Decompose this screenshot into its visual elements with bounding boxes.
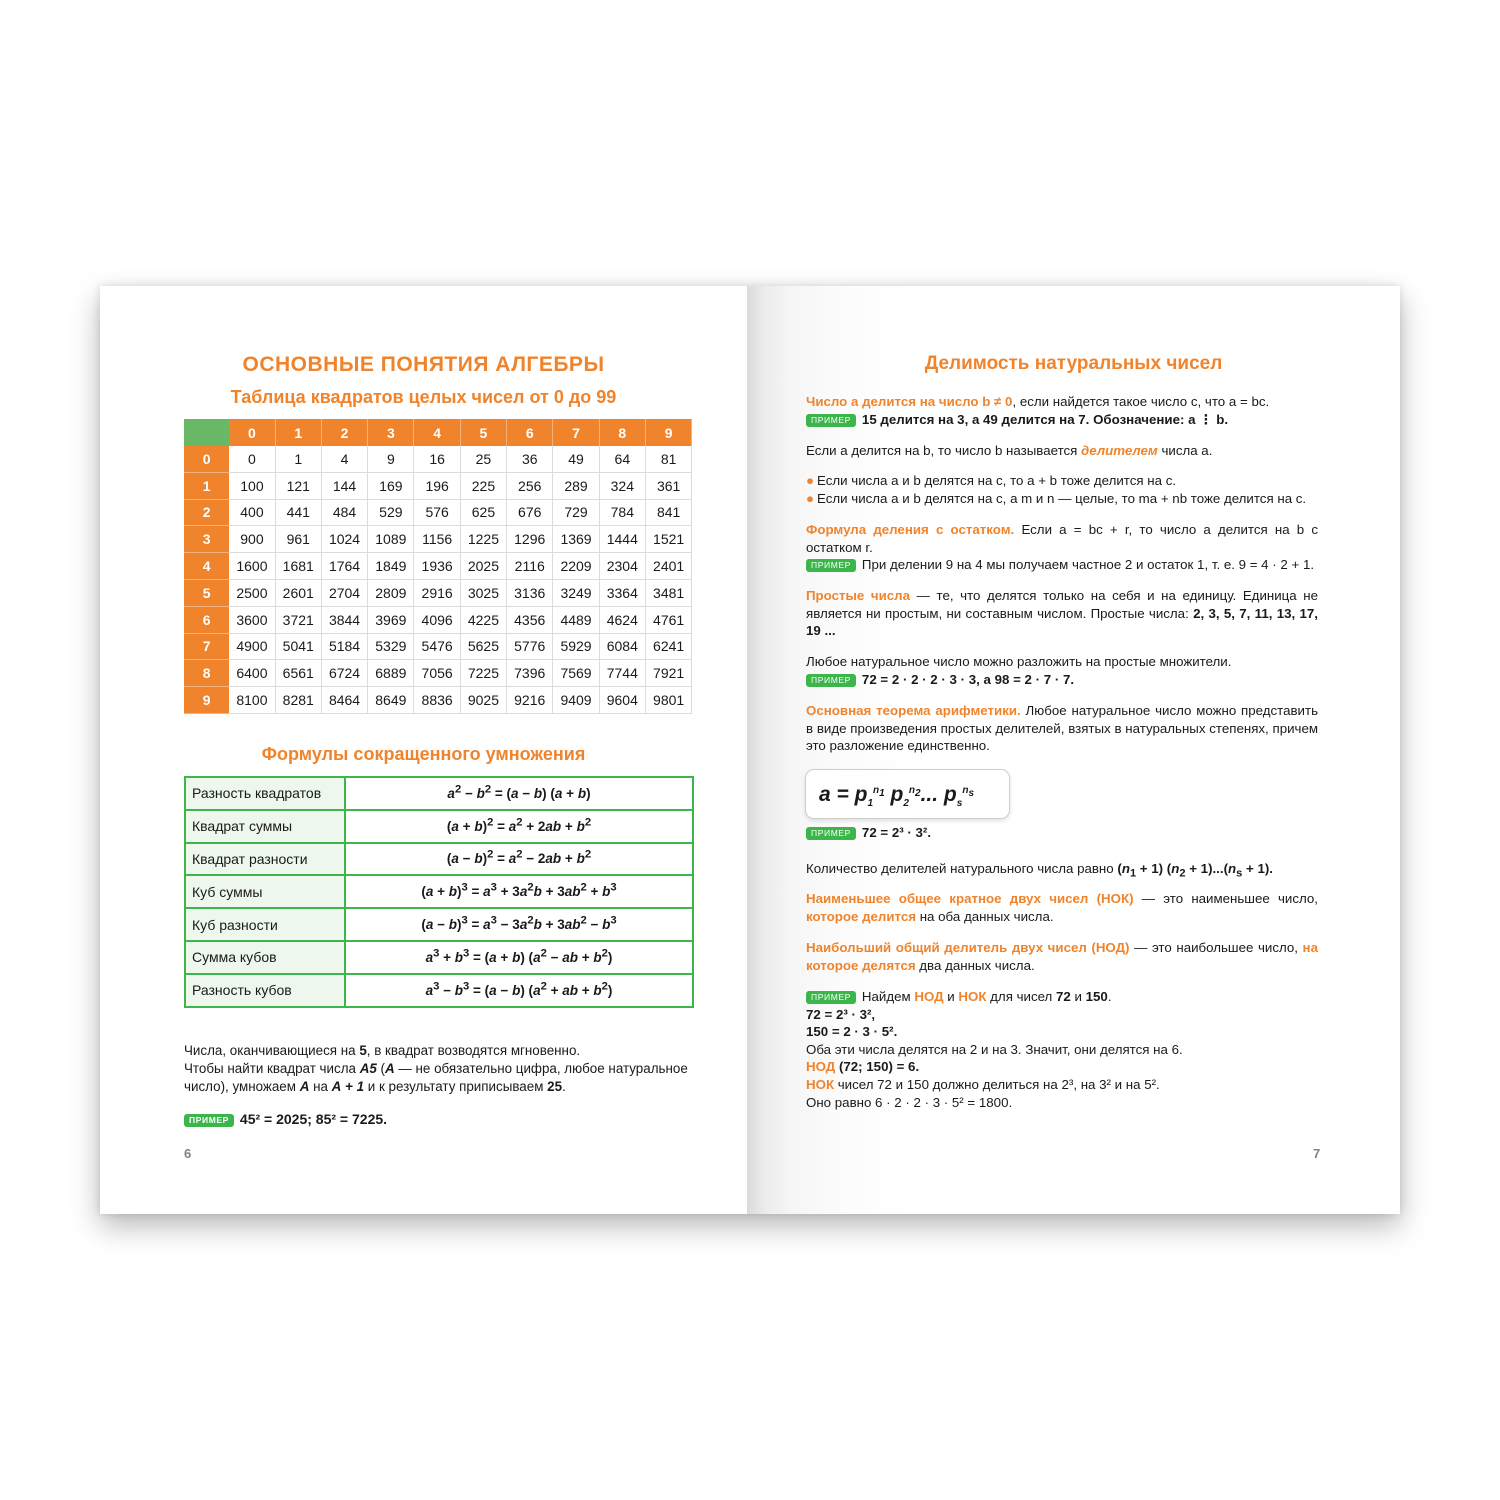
- table-cell: 8836: [414, 687, 460, 714]
- divisibility-definition: [806, 393, 1318, 428]
- example-text: 45² = 2025; 85² = 7225.: [239, 1111, 388, 1127]
- table-cell: 1764: [321, 553, 367, 580]
- example-text: 72 = 2³ · 3².: [861, 825, 932, 840]
- table-cell: 100: [229, 472, 275, 499]
- left-page: [100, 286, 747, 1214]
- table-cell: 4356: [507, 606, 553, 633]
- table-header-row: [184, 419, 692, 446]
- example-text: Оба эти числа делятся на 2 и на 3. Значит, они делятся на 6.: [806, 1041, 1183, 1057]
- column-header: 3: [368, 419, 414, 446]
- example-text: 72 = 2³ · 3²,: [806, 1006, 876, 1022]
- table-cell: 1600: [229, 553, 275, 580]
- row-header: 3: [184, 526, 229, 553]
- table-cell: 3600: [229, 606, 275, 633]
- table-cell: 3025: [460, 579, 506, 606]
- table-cell: 2809: [368, 579, 414, 606]
- list-item-text: Если числа a и b делятся на c, то a + b тоже делится на c.: [817, 473, 1177, 488]
- example-text: для чисел: [986, 989, 1057, 1004]
- table-cell: 5329: [368, 633, 414, 660]
- table-cell: 1156: [414, 526, 460, 553]
- formula-expression: $(a + b)^3 = a^3 + 3a^2b + 3ab^2 + b^3$: [345, 875, 693, 908]
- fundamental-theorem: [806, 702, 1318, 755]
- note-text: и к результату приписываем: [364, 1079, 548, 1094]
- table-cell: 361: [645, 472, 691, 499]
- factorization: [806, 653, 1318, 688]
- definition-term: Основная теорема арифметики.: [806, 703, 1021, 718]
- row-header: 8: [184, 660, 229, 687]
- formula-name: Разность квадратов: [185, 777, 345, 810]
- row-header: 2: [184, 499, 229, 526]
- table-cell: 5776: [507, 633, 553, 660]
- table-cell: 5625: [460, 633, 506, 660]
- table-cell: 5476: [414, 633, 460, 660]
- table-cell: 144: [321, 472, 367, 499]
- row-header: 1: [184, 472, 229, 499]
- table-cell: 2601: [275, 579, 321, 606]
- gcd-definition: [806, 939, 1318, 974]
- example-text: При делении 9 на 4 мы получаем частное 2 и остаток 1, т. е. 9 = 4 · 2 + 1.: [861, 557, 1315, 573]
- book-spread: [100, 286, 1400, 1214]
- table-cell: 729: [553, 499, 599, 526]
- table-cell: 1225: [460, 526, 506, 553]
- example-text: НОК: [958, 989, 987, 1004]
- row-header: 7: [184, 633, 229, 660]
- example-badge: ПРИМЕР: [184, 1114, 234, 1127]
- paragraph-text: на оба данных числа.: [916, 908, 1054, 924]
- example-text: .: [1107, 989, 1112, 1004]
- table-cell: 1849: [368, 553, 414, 580]
- table-cell: 169: [368, 472, 414, 499]
- table-row: [184, 553, 692, 580]
- formula-expression: $(a + b)^2 = a^2 + 2ab + b^2$: [345, 810, 693, 843]
- formula-row: [185, 843, 693, 876]
- note-text: А: [299, 1079, 310, 1094]
- table-cell: 16: [414, 446, 460, 472]
- note-text: на: [309, 1079, 332, 1094]
- right-page: [747, 286, 1400, 1214]
- note-text: (: [376, 1061, 386, 1076]
- row-header: 0: [184, 446, 229, 472]
- table-cell: 7921: [645, 660, 691, 687]
- paragraph-text: — это наименьшее число,: [1133, 891, 1318, 906]
- example-text: Найдем: [861, 989, 915, 1004]
- table-row: [184, 579, 692, 606]
- table-cell: 9604: [599, 687, 645, 714]
- formula-row: [185, 908, 693, 941]
- table-cell: 2401: [645, 553, 691, 580]
- table-cell: 5041: [275, 633, 321, 660]
- row-header: 5: [184, 579, 229, 606]
- table-cell: 1521: [645, 526, 691, 553]
- formula-expression: $a^3 + b^3 = (a + b) (a^2$ − ab + $b^2$): [345, 941, 693, 974]
- squares-table-title: Таблица квадратов целых чисел от 0 до 99: [230, 387, 617, 407]
- example: [184, 1111, 387, 1127]
- example-badge: ПРИМЕР: [806, 674, 856, 687]
- example-text: и: [943, 989, 959, 1004]
- paragraph-text: Любое натуральное число можно разложить на простые множители.: [806, 654, 1232, 669]
- paragraph-text: два данных числа.: [915, 957, 1035, 973]
- paragraph-text: Если a = bc + r, то число a делится на b с остатком r.: [806, 522, 1318, 555]
- definition-term: Простые числа: [806, 588, 911, 603]
- table-cell: 4489: [553, 606, 599, 633]
- table-cell: 6400: [229, 660, 275, 687]
- example-badge: ПРИМЕР: [806, 827, 856, 840]
- table-cell: 36: [507, 446, 553, 472]
- theorem-example: [806, 824, 1318, 842]
- table-cell: 1936: [414, 553, 460, 580]
- table-cell: 841: [645, 499, 691, 526]
- definition-term: которое делится: [806, 908, 917, 924]
- table-cell: 8649: [368, 687, 414, 714]
- table-cell: 625: [460, 499, 506, 526]
- formulas-table: [184, 776, 694, 1008]
- table-row: [184, 660, 692, 687]
- example-text: (72; 150) = 6.: [835, 1059, 920, 1075]
- table-cell: 4624: [599, 606, 645, 633]
- table-cell: 8100: [229, 687, 275, 714]
- example-text: 150 = 2 · 3 · 5².: [806, 1024, 898, 1040]
- paragraph-text: числа a.: [1157, 443, 1213, 458]
- note-text: Числа, оканчивающиеся на: [184, 1043, 360, 1058]
- note-text: .: [562, 1079, 566, 1094]
- table-cell: 289: [553, 472, 599, 499]
- table-cell: 2500: [229, 579, 275, 606]
- table-cell: 6561: [275, 660, 321, 687]
- table-cell: 1024: [321, 526, 367, 553]
- table-cell: 5184: [321, 633, 367, 660]
- prime-numbers: [806, 587, 1318, 640]
- list-item: ● Если числа a и b делятся на c, то a + b тоже делится на c.: [806, 473, 1177, 488]
- note-text: 25: [547, 1079, 563, 1094]
- table-cell: 25: [460, 446, 506, 472]
- divisor-count: Количество делителей натурального числа равно $(n_1 + 1) (n_2 + 1)...(n_s + 1)$.: [806, 861, 1273, 880]
- table-cell: 676: [507, 499, 553, 526]
- definition-term: Число a делится на число b ≠ 0: [806, 394, 1013, 409]
- table-cell: 4900: [229, 633, 275, 660]
- paragraph-text: Любое натуральное число можно представить в виде произведения простых делителей, взятых в натуральных степенях, причем это разложение единственно.: [806, 703, 1318, 754]
- table-cell: 576: [414, 499, 460, 526]
- table-cell: 3364: [599, 579, 645, 606]
- row-header: 6: [184, 606, 229, 633]
- lcm-definition: [806, 890, 1318, 925]
- definition-term: делителем: [1081, 443, 1158, 458]
- table-cell: 3721: [275, 606, 321, 633]
- table-cell: 6889: [368, 660, 414, 687]
- table-cell: 6084: [599, 633, 645, 660]
- example-text: 150: [1085, 989, 1108, 1004]
- table-cell: 9409: [553, 687, 599, 714]
- table-cell: 5929: [553, 633, 599, 660]
- definition-term: Формула деления с остатком.: [806, 522, 1015, 537]
- note-text: А + 1: [331, 1079, 365, 1094]
- table-cell: 900: [229, 526, 275, 553]
- section-title: Делимость натуральных чисел: [924, 353, 1223, 374]
- formula-name: Квадрат суммы: [185, 810, 345, 843]
- gcd-lcm-example: [806, 988, 1318, 1111]
- table-cell: 400: [229, 499, 275, 526]
- formula-expression: $(a - b)^2 = a^2 - 2ab + b^2$: [345, 843, 693, 876]
- page-title: ОСНОВНЫЕ ПОНЯТИЯ АЛГЕБРЫ: [242, 353, 605, 376]
- table-cell: 121: [275, 472, 321, 499]
- page-number: 7: [1313, 1146, 1321, 1161]
- formula-row: [185, 875, 693, 908]
- column-header: 5: [460, 419, 506, 446]
- definition-term: Наименьшее общее кратное двух чисел (НОК): [806, 891, 1134, 906]
- note-text: А: [385, 1061, 395, 1076]
- formula-row: [185, 777, 693, 810]
- column-header: 8: [599, 419, 645, 446]
- example-text: 72 = 2 · 2 · 2 · 3 · 3, а 98 = 2 · 7 · 7.: [861, 671, 1075, 687]
- prime-list: 2, 3, 5, 7, 11, 13, 17, 19 ...: [806, 605, 1318, 639]
- table-cell: 7225: [460, 660, 506, 687]
- paragraph-text: Если a делится на b, то число b называется: [806, 443, 1082, 458]
- example-text: 15 делится на 3, а 49 делится на 7. Обозначение: a ⋮ b.: [861, 411, 1229, 427]
- formula-expression: $(a - b)^3 = a^3 - 3a^2b + 3ab^2 - b^3$: [345, 908, 693, 941]
- formula-row: [185, 974, 693, 1007]
- table-cell: 9801: [645, 687, 691, 714]
- table-cell: 1296: [507, 526, 553, 553]
- table-cell: 1: [275, 446, 321, 472]
- divisor-definition: [806, 442, 1318, 460]
- table-cell: 9025: [460, 687, 506, 714]
- example-badge: ПРИМЕР: [806, 991, 856, 1004]
- table-row: [184, 526, 692, 553]
- table-cell: 1089: [368, 526, 414, 553]
- table-cell: 4225: [460, 606, 506, 633]
- table-row: [184, 687, 692, 714]
- example-text: НОК: [806, 1076, 835, 1092]
- table-cell: 484: [321, 499, 367, 526]
- note-text: Чтобы найти квадрат числа: [184, 1061, 360, 1076]
- table-cell: 1369: [553, 526, 599, 553]
- formula-row: [185, 941, 693, 974]
- list-item-text: Если числа a и b делятся на c, а m и n — целые, то ma + nb тоже делится на c.: [817, 490, 1307, 506]
- example-text: и: [1070, 989, 1086, 1004]
- table-cell: 7569: [553, 660, 599, 687]
- table-cell: 7744: [599, 660, 645, 687]
- definition-term: Наибольший общий делитель двух чисел (НОД): [806, 940, 1130, 955]
- squares-note: [184, 1042, 699, 1096]
- table-cell: 3844: [321, 606, 367, 633]
- table-cell: 3136: [507, 579, 553, 606]
- table-cell: 2704: [321, 579, 367, 606]
- table-row: [184, 606, 692, 633]
- example-badge: ПРИМЕР: [806, 414, 856, 427]
- paragraph-text: Количество делителей натурального числа равно: [806, 861, 1114, 876]
- column-header: 4: [414, 419, 460, 446]
- table-corner: [184, 419, 229, 446]
- table-cell: 441: [275, 499, 321, 526]
- table-cell: 4096: [414, 606, 460, 633]
- column-header: 6: [507, 419, 553, 446]
- table-row: [184, 633, 692, 660]
- note-text: — не обязательно цифра, любое натуральное число), умножаем: [184, 1061, 688, 1094]
- table-cell: 256: [507, 472, 553, 499]
- page-number: 6: [184, 1146, 192, 1161]
- example-badge: ПРИМЕР: [806, 559, 856, 572]
- formulas-title: Формулы сокращенного умножения: [261, 744, 586, 764]
- definition-text: , если найдется такое число c, что a = bc.: [1012, 394, 1270, 409]
- formula-row: [185, 810, 693, 843]
- table-cell: 6241: [645, 633, 691, 660]
- table-cell: 961: [275, 526, 321, 553]
- table-cell: 49: [553, 446, 599, 472]
- column-header: 1: [275, 419, 321, 446]
- formula-name: Разность кубов: [185, 974, 345, 1007]
- table-cell: 2209: [553, 553, 599, 580]
- table-cell: 9: [368, 446, 414, 472]
- table-cell: 6724: [321, 660, 367, 687]
- example-text: чисел 72 и 150 должно делиться на 2³, на 3² и на 5².: [834, 1076, 1160, 1092]
- factorization-formula: $a = p_1^{n_1}$ $p_2^{n_2}$... $p_s^{n_s}$: [805, 769, 1010, 819]
- table-cell: 1681: [275, 553, 321, 580]
- table-row: [184, 499, 692, 526]
- table-row: [184, 446, 692, 472]
- table-cell: 2116: [507, 553, 553, 580]
- example-text: НОД: [806, 1059, 836, 1075]
- row-header: 9: [184, 687, 229, 714]
- row-header: 4: [184, 553, 229, 580]
- table-row: [184, 472, 692, 499]
- table-cell: 64: [599, 446, 645, 472]
- remainder-formula: [806, 521, 1318, 574]
- table-cell: 81: [645, 446, 691, 472]
- paragraph-text: — те, что делятся только на себя и на единицу. Единица не является ни простым, ни составным числом. Простые числа:: [806, 588, 1318, 621]
- formula-name: Куб разности: [185, 908, 345, 941]
- table-cell: 3969: [368, 606, 414, 633]
- table-cell: 2025: [460, 553, 506, 580]
- table-cell: 7396: [507, 660, 553, 687]
- divisibility-properties: [806, 472, 1318, 507]
- table-cell: 7056: [414, 660, 460, 687]
- table-cell: 8464: [321, 687, 367, 714]
- paragraph-text: — это наибольшее число,: [1129, 940, 1303, 955]
- table-cell: 225: [460, 472, 506, 499]
- squares-table: [184, 419, 692, 714]
- table-cell: 9216: [507, 687, 553, 714]
- table-cell: 196: [414, 472, 460, 499]
- table-cell: 784: [599, 499, 645, 526]
- list-item: ● Если числа a и b делятся на c, а m и n — целые, то ma + nb тоже делится на c.: [806, 490, 1307, 506]
- formula-expression: $a^3 - b^3 = (a - b) (a^2$ + ab + $b^2$): [345, 974, 693, 1007]
- example-text: Оно равно 6 · 2 · 2 · 3 · 5² = 1800.: [806, 1094, 1013, 1110]
- note-text: , в квадрат возводятся мгновенно.: [366, 1043, 581, 1058]
- note-text: 5: [359, 1043, 367, 1058]
- column-header: 9: [645, 419, 691, 446]
- example-text: НОД: [914, 989, 944, 1004]
- definition-term: на которое делятся: [806, 940, 1318, 973]
- table-cell: 529: [368, 499, 414, 526]
- note-text: А5: [359, 1061, 377, 1076]
- formula-name: Сумма кубов: [185, 941, 345, 974]
- table-cell: 4761: [645, 606, 691, 633]
- table-cell: 4: [321, 446, 367, 472]
- table-cell: 3249: [553, 579, 599, 606]
- formula-expression: $a^2 - b^2 = (a - b) (a + b)$: [345, 777, 693, 810]
- formula-name: Куб суммы: [185, 875, 345, 908]
- formula-name: Квадрат разности: [185, 843, 345, 876]
- example-text: 72: [1056, 989, 1071, 1004]
- table-cell: 1444: [599, 526, 645, 553]
- table-cell: 324: [599, 472, 645, 499]
- table-cell: 8281: [275, 687, 321, 714]
- column-header: 7: [553, 419, 599, 446]
- table-cell: 2304: [599, 553, 645, 580]
- column-header: 2: [321, 419, 367, 446]
- table-cell: 2916: [414, 579, 460, 606]
- column-header: 0: [229, 419, 275, 446]
- table-cell: 3481: [645, 579, 691, 606]
- table-cell: 0: [229, 446, 275, 472]
